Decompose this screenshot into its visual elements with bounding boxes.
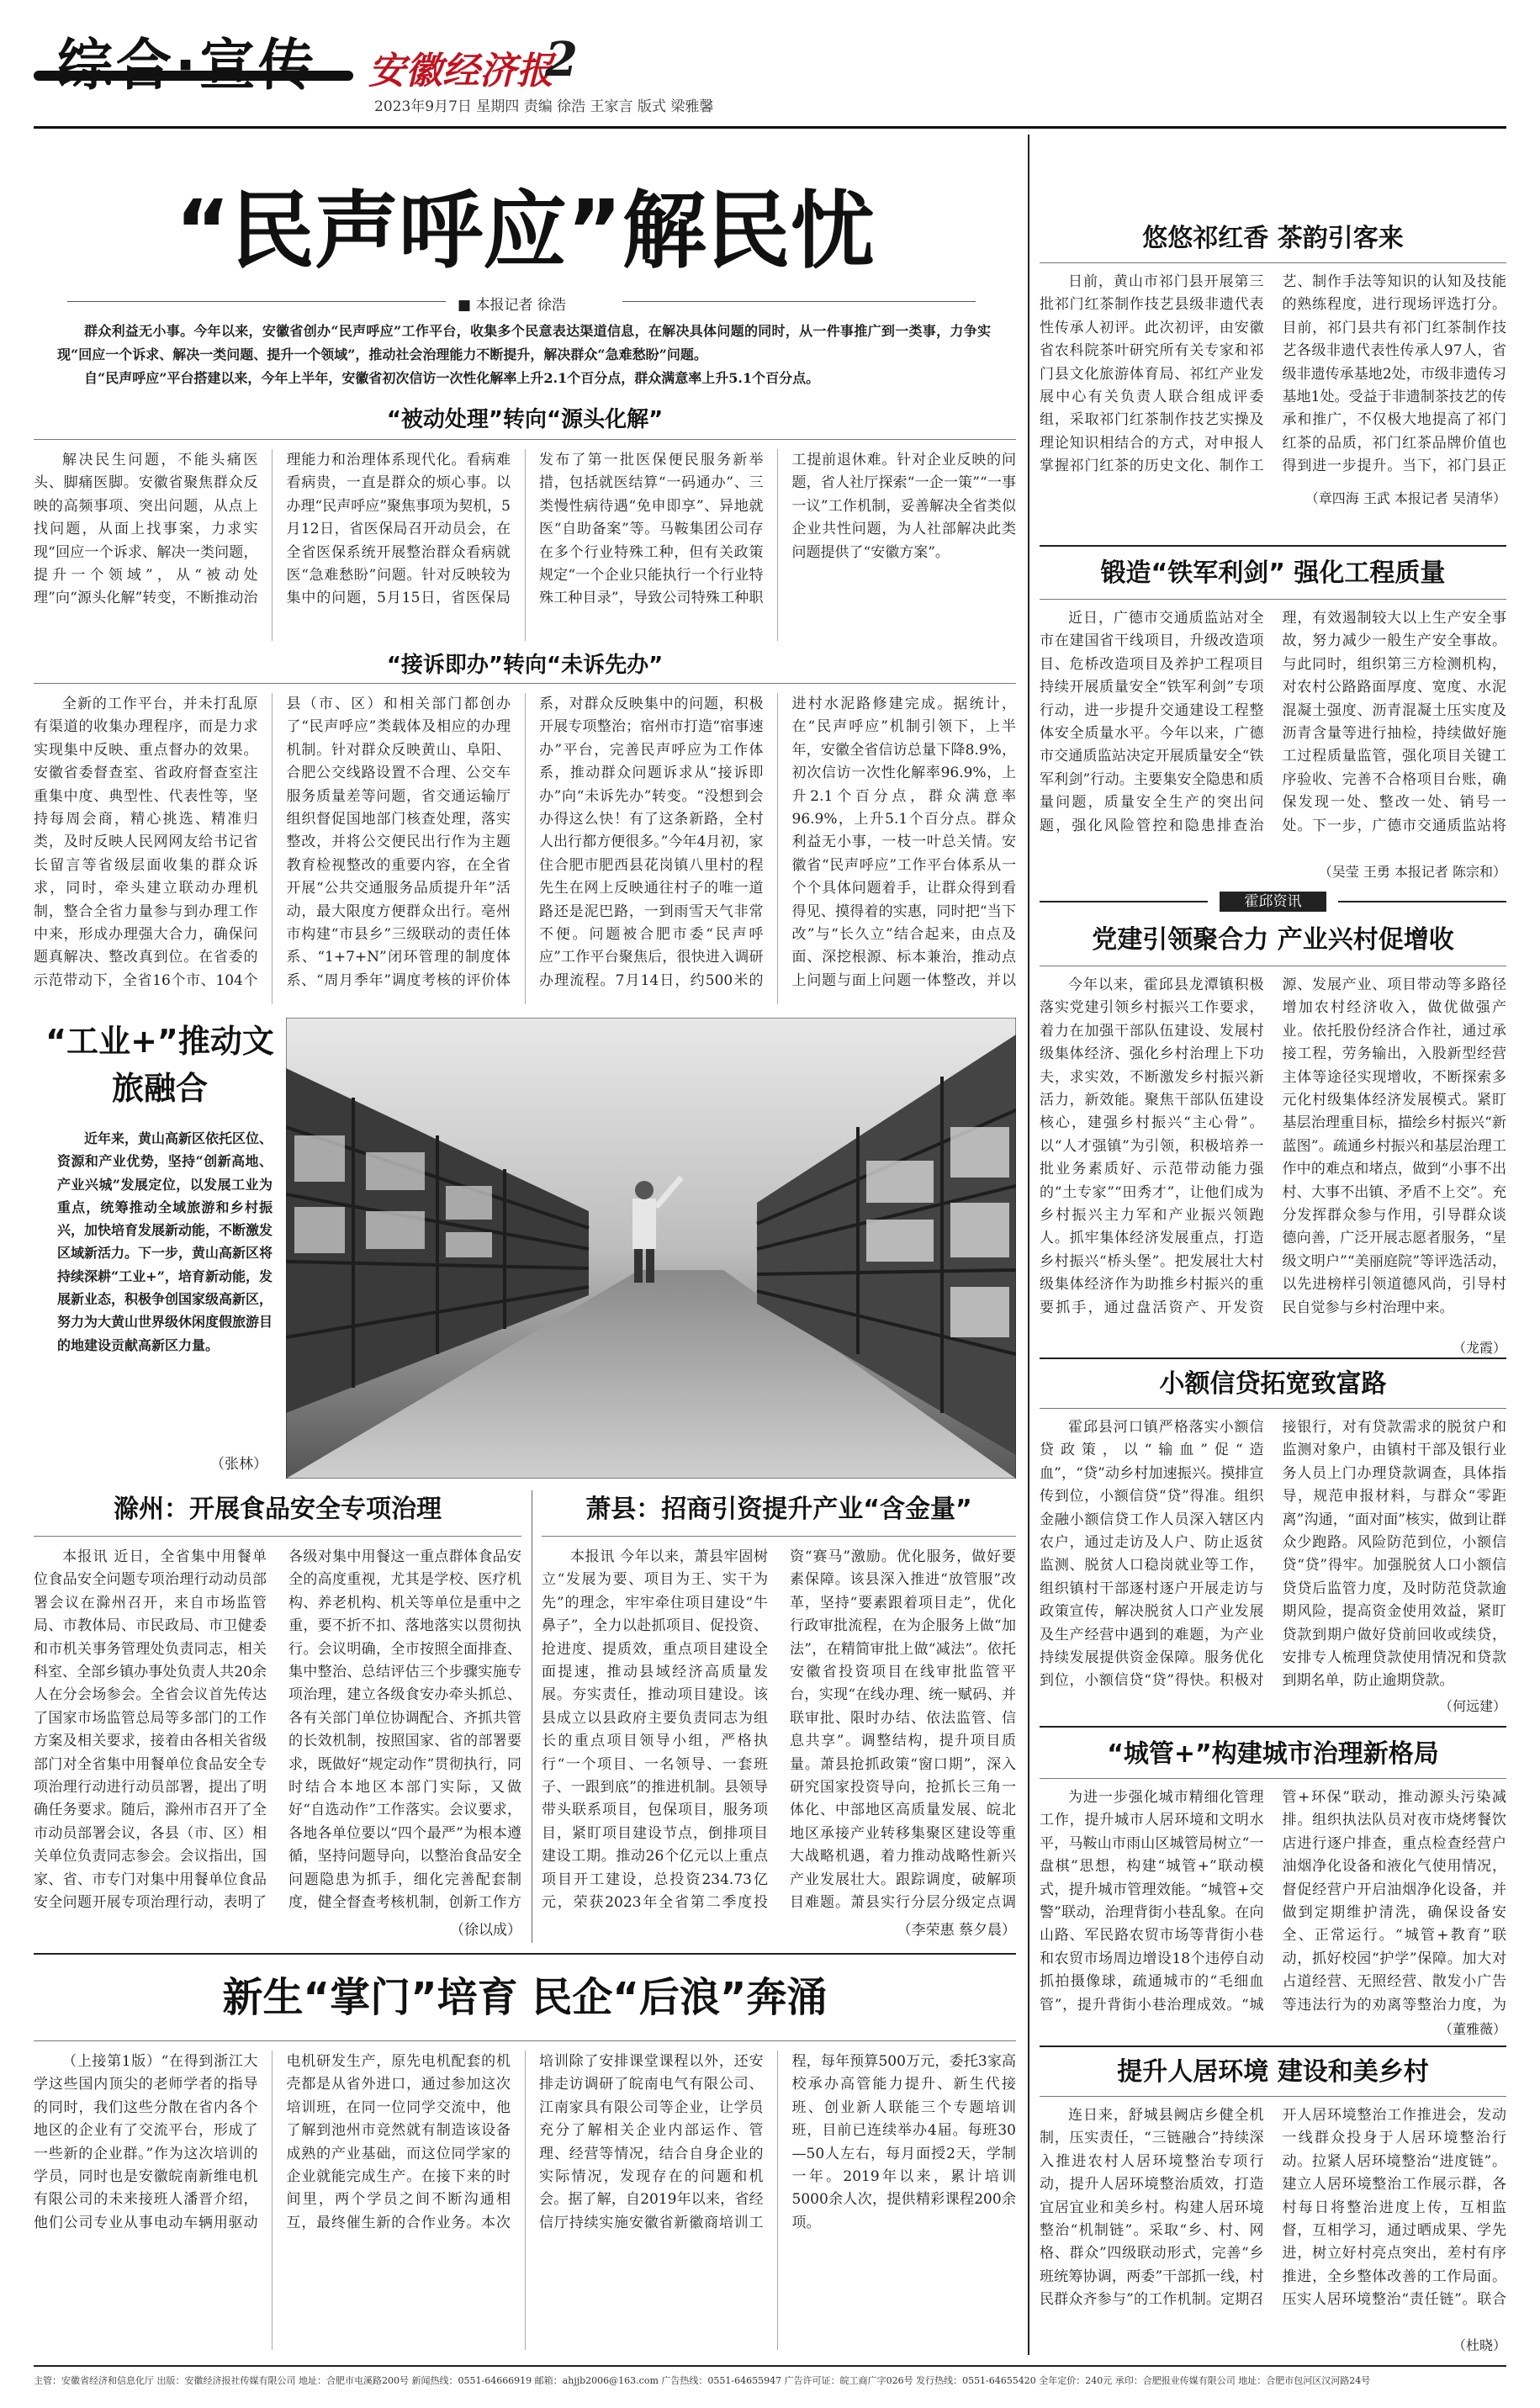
section2-body: [34, 693, 1016, 1004]
section-title-brush: [34, 24, 370, 116]
xiaoxian-title: 萧县：招商引资提升产业“含金量”: [585, 1495, 972, 1524]
qimen-rule: [1040, 262, 1506, 263]
huoqiu-label-line-left: [1040, 901, 1208, 902]
factory-photo: [286, 1018, 1016, 1479]
habitat-title: 提升人居环境 建设和美乡村: [1117, 2057, 1429, 2087]
huoqiu-body: [1040, 974, 1506, 1344]
deck-paragraph-2: 自“民声呼应”平台搭建以来，今年上半年，安徽省初次信访一次性化解率上升2.1个百分点，群众满意率上升5.1个百分点。: [84, 370, 820, 386]
chuzhou-paragraph: 本报讯 近日，全省集中用餐单位食品安全问题专项治理行动动员部署会议在滁州召开，来自市场监管局、市教体局、市民政局、市卫健委和市机关事务管理处负责同志，相关科室、全部乡镇办事处负责人共20余人在分会场参会。全省会议首先传达了国家市场监管总局等多部门的工作方案及相关要求，接着由各相关省级部门对全省集中用餐单位食品安全专项治理行动进行动员部署，提出了明确任务要求。随后，滁州市召开了全市动员部署会议，各县（市、区）相关单位负责同志参会。会议指出，国家、省、市专门对集中用餐单位食品安全问题开展专项治理行动，表明了各级对集中用餐这一重点群体食品安全的高度重视，尤其是学校、医疗机构、养老机构、机关等单位是重中之重，要不折不扣、落地落实以贯彻执行。会议明确，全市按照全面排查、集中整治、总结评估三个步骤实施专项治理，建立各级食安办牵头抓总、各有关部门单位协调配合、齐抓共管的长效机制，按照国家、省的部署要求，既做好“规定动作”贯彻执行，同时结合本地区本部门实际，又做好“自选动作”工作落实。会议要求，各地各单位要以“四个最严”为根本遵循，坚持问题导向，以整治食品安全问题隐患为抓手，细化完善配套制度，健全督查考核机制，创新工作方: [34, 1548, 521, 1912]
qimen-credit: （章四海 王武 本报记者 吴清华）: [1305, 490, 1506, 506]
masthead: [0, 0, 1540, 126]
huoqiu-credit: （龙霞）: [1452, 1340, 1506, 1356]
microloan-title: 小额信贷拓宽致富路: [1159, 1369, 1387, 1399]
microloan-rule: [1040, 1408, 1506, 1409]
photo-story-text: [57, 1127, 273, 1455]
dateline: 2023年9月7日 星期四 责编 徐浩 王家言 版式 梁雅馨: [374, 98, 714, 115]
xiaoxian-body: [542, 1546, 1016, 1916]
deck-paragraph-1: 群众利益无小事。今年以来，安徽省创办“民声呼应”工作平台，收集多个民意表达渠道信息，在解决具体问题的同时，从一件事推广到一类事，力争实现“回应一个诉求、解决一类问题、提升一个领域”，推动社会治理能力不断提升，解决群众“急难愁盼”问题。: [57, 323, 991, 363]
private-body: [34, 2051, 1016, 2350]
footer-rule: [34, 2365, 1506, 2367]
bottom-section-rule: [34, 1953, 1016, 1955]
huoqiu-title: 党建引领聚合力 产业兴村促增收: [1092, 925, 1454, 955]
urban-title: “城管+”构建城市治理新格局: [1107, 1739, 1439, 1769]
photo-story: [34, 1018, 1016, 1479]
section2-rule: [34, 683, 1016, 684]
qimen-story: [1040, 220, 1506, 506]
huoqiu-label: 霍邱资讯: [1220, 892, 1326, 912]
urban-credit: （董雅薇）: [1438, 2021, 1506, 2037]
chuzhou-story: [34, 1490, 521, 1943]
urban-rule: [1040, 1778, 1506, 1779]
section1-title: “被动处理”转向“源头化解”: [386, 407, 664, 432]
xiaoxian-story: [542, 1490, 1016, 1943]
habitat-paragraph: 连日来，舒城县阙店乡健全机制，压实责任，“三链融合”持续深入推进农村人居环境整治专项行动，提升人居环境整治质效，打造宜居宜业和美乡村。构建人居环境整治“机制链”。采取“乡、村、网格、群众”四级联动形式，完善“乡班统筹协调，两委”干部抓一线，村民群众齐参与”的工作机制。定期召开人居环境整治工作推进会，发动一线群众投身于人居环境整治行动。拉紧人居环境整治“进度链”。建立人居环境整治工作展示群，各村每日将整治进度上传，互相监督，互相学习，通过晒成果、学先进，树立好村亮点突出，差村有序推进，全乡整体改善的工作局面。压实人居环境整治“责任链”。联合: [1040, 2107, 1506, 2309]
section-title: 综合·宣传: [57, 33, 318, 98]
railway-story: [1040, 555, 1506, 881]
private-title: 新生“掌门”培育 民企“后浪”奔涌: [222, 1974, 828, 2021]
photo-story-title: [34, 1018, 286, 1112]
photo-story-text-body: 近年来，黄山高新区依托区位、资源和产业优势，坚持“创新高地、产业兴城”发展定位，以发展工业为重点，统筹推动全域旅游和乡村振兴，加快培育发展新动能，不断激发区域新活力。下一步，黄山高新区将持续深耕“工业+”，培育新动能，发展新业态，积极争创国家级高新区，努力为大黄山世界级休闲度假旅游目的地建设贡献高新区力量。: [57, 1130, 273, 1353]
huoqiu-label-band: [1040, 892, 1506, 912]
page-number: 2: [545, 32, 578, 87]
qimen-paragraph: 日前，黄山市祁门县开展第三批祁门红茶制作技艺县级非遗代表性传承人初评。此次初评，由安徽省农科院茶叶研究所有关专家和祁门县文化旅游体育局、祁红产业发展中心有关负责人联合组成评委组，采取祁门红茶制作技艺实操及理论知识相结合的方式，对申报人掌握祁门红茶的历史文化、制作工艺、制作手法等知识的认知及技能的熟练程度，进行现场评选打分。目前，祁门县共有祁门红茶制作技艺各级非遗代表性传承人97人，省级非遗传承基地2处，市级非遗传习基地1处。受益于非遗制茶技艺的传承和推广，不仅极大地提高了祁门红茶的品质，祁门红茶品牌价值也得到进一步提升。当下，祁门县正: [1040, 273, 1506, 475]
right-rule-1: [1040, 545, 1506, 547]
microloan-paragraph: 霍邱县河口镇严格落实小额信贷政策，以“输血”促“造血”，“贷”动乡村加速振兴。摸排宣传到位，小额信贷“贷”得准。组织金融小额信贷工作人员深入辖区内农户，通过走访及人户、防止返贫监测、脱贫人口稳岗就业等工作，组织镇村干部逐村逐户开展走访与政策宣传，解决脱贫人口产业发展及生产经营中遇到的难题，为产业持续发展提供资金保障。服务优化到位，小额信贷“贷”得快。积极对接银行，对有贷款需求的脱贫户和监测对象户，由镇村干部及银行业务人员上门办理贷款调查，具体指导，规范申报材料，与群众“零距离”沟通，“面对面”核实，做到让群众少跑路。风险防范到位，小额信贷“贷”得牢。加强脱贫人口小额信贷贷后监管力度，及时防范贷款逾期风险，提高资金使用效益，紧盯贷款到期户做好贷前回收或续贷，安排专人梳理贷款使用情况和贷款到期名单，防止逾期贷款。: [1040, 1419, 1506, 1690]
railway-rule: [1040, 599, 1506, 600]
qimen-title: 悠悠祁红香 茶韵引客来: [1142, 224, 1404, 253]
huoqiu-label-line-right: [1338, 901, 1506, 902]
habitat-rule: [1040, 2096, 1506, 2097]
byline-rule-right: [622, 301, 976, 302]
section1-body: [34, 449, 1016, 641]
qimen-body: [1040, 271, 1506, 491]
section1-rule: [34, 439, 1016, 440]
lead-deck: [57, 320, 991, 390]
right-rule-3: [1040, 1726, 1506, 1728]
urban-story: [1040, 1736, 1506, 2039]
masthead-rule: [34, 126, 1506, 129]
huoqiu-paragraph: 今年以来，霍邱县龙潭镇积极落实党建引领乡村振兴工作要求，着力在加强干部队伍建设、发展村级集体经济、强化乡村治理上下功夫，求实效，不断激发乡村振兴新活力，新效能。聚焦干部队伍建设核心，建强乡村振兴“主心骨”。以“人才强镇”为引领，积极培养一批业务素质好、示范带动能力强的“土专家”“田秀才”，让他们成为乡村振兴主力军和产业振兴领跑人。抓牢集体经济发展重点，打造乡村振兴“桥头堡”。把发展壮大村级集体经济作为助推乡村振兴的重要抓手，通过盘活资产、开发资源、发展产业、项目带动等多路径增加农村经济收入，做优做强产业。依托股份经济合作社，通过承接工程，劳务输出，入股新型经营主体等途径实现增收，不断探索多元化村级集体经济发展模式。紧盯基层治理重目标，描绘乡村振兴“新蓝图”。疏通乡村振兴和基层治理工作中的难点和堵点，做到“小事不出村、大事不出镇、矛盾不上交”。充分发挥群众参与作用，引导群众谈德向善，广泛开展志愿者服务，“星级文明户”“美丽庭院”等评选活动，以先进榜样引领道德风尚，引导村民自觉参与乡村治理中来。: [1040, 976, 1506, 1316]
right-rule-4: [1040, 2045, 1506, 2047]
byline: [458, 293, 566, 314]
private-story: [34, 1965, 1016, 2353]
section1-paragraph: 解决民生问题，不能头痛医头、脚痛医脚。安徽省聚焦群众反映的高频事项、突出问题，从点上找问题，从面上找事案，力求实现“回应一个诉求、解决一类问题，提升一个领域”，从“被动处理”向“源头化解”转变，不断推动治理能力和治理体系现代化。看病难看病贵，一直是群众的烦心事。以办理“民声呼应”聚焦事项为契机，5月12日，省医保局召开动员会，在全省医保系统开展整治群众看病就医“急难愁盼”问题。针对反映较为集中的问题，5月15日，省医保局发布了第一批医保便民服务新举措，包括就医结算“一码通办”、三类慢性病待遇“免申即享”、异地就医“自助备案”等。马鞍集团公司存在多个行业特殊工种，但有关政策规定“一个企业只能执行一个行业特殊工种目录”，导致公司特殊工种职工提前退休难。针对企业反映的问题，省人社厅探索“一企一策”“一事一议”工作机制，妥善解决全省类似企业共性问题，为人社部解决此类问题提供了“安徽方案”。: [34, 452, 1016, 607]
chuzhou-body: [34, 1546, 521, 1916]
microloan-story: [1040, 1366, 1506, 1716]
chuzhou-title: 滁州：开展食品安全专项治理: [114, 1495, 442, 1524]
habitat-story: [1040, 2054, 1506, 2355]
railway-credit: （吴莹 王勇 本报记者 陈宗和）: [1318, 864, 1506, 880]
habitat-credit: （杜晓）: [1452, 2337, 1506, 2353]
chuzhou-rule: [34, 1536, 521, 1537]
private-paragraph: （上接第1版）“在得到浙江大学这些国内顶尖的老师学者的指导的同时，我们这些分散在省内各个地区的企业有了交流平台，形成了一些新的企业群。”作为这次培训的学员，同时也是安徽皖南新维电机有限公司的未来接班人潘晋介绍，他们公司专业从事电动车辆用驱动电机研发生产，原先电机配套的机壳都是从省外进口，通过参加这次培训班，在同一位同学交流中，他了解到池州市竞然就有制造该设备成熟的产业基础，而这位同学家的企业就能完成生产。在接下来的时间里，两个学员之间不断沟通相互，最终催生新的合作业务。本次培训除了安排课堂课程以外，还安排走访调研了皖南电气有限公司、江南家具有限公司等企业，让学员充分了解相关企业内部运作、管理、经营等情况，结合自身企业的实际情况，发现存在的问题和机会。据了解，自2019年以来，省经信厅持续实施安徽省新徽商培训工程，每年预算500万元，委托3家高校承办高管能力提升、新生代接班、创业新人联能三个专题培训班，目前已连续举办4届。每班30—50人左右，每月面授2天，学制一年。2019年以来，累计培训5000余人次，提供精彩课程200余项。: [34, 2053, 1016, 2231]
private-rule: [34, 2040, 1016, 2041]
factory-photo-svg: [286, 1018, 1016, 1479]
railway-paragraph: 近日，广德市交通质监站对全市在建国省干线项目，升级改造项目、危桥改造项目及养护工程项目持续开展质量安全“铁军利剑”专项行动，进一步提升交通建设工程整体安全质量水平。今年以来，广德市交通质监站决定开展质量安全“铁军利剑”行动。主要集安全隐患和质量问题，质量安全生产的突出问题，强化风险管控和隐患排查治理，有效遏制较大以上生产安全事故，努力减少一般生产安全事故。与此同时，组织第三方检测机构，对农村公路路面厚度、宽度、水泥混凝土强度、沥青混凝土压实度及沥青含量等进行抽检，持续做好施工过程质量监管，强化项目关键工序验收、完善不合格项目台账，确保发现一处、整改一处、销号一处。下一步，广德市交通质监站将: [1040, 610, 1506, 834]
photo-story-credit: （张林）: [210, 1456, 267, 1473]
footer-imprint: 主管：安徽省经济和信息化厅 出版：安徽经济报社传媒有限公司 地址：合肥市屯溪路200号 新闻热线：0551-64666919 邮箱：ahjjb2006@163.com 广告热线：0551-64655947 广告许可证：皖工商广字026号 发行热线：0551-64655420 全年定价：240元 承印：合肥报业传媒有限公司 地址：合肥市包河区汉河路24号: [34, 2375, 1371, 2386]
chuzhou-credit: （徐以成）: [450, 1922, 521, 1939]
xiaoxian-credit: （李荣惠 蔡夕晨）: [897, 1922, 1016, 1939]
paper-logo: 安徽经济报: [368, 50, 553, 93]
right-rule-2: [1040, 1357, 1506, 1359]
byline-rule: [67, 301, 446, 302]
byline-text: ■ 本报记者 徐浩: [458, 297, 566, 314]
urban-paragraph: 为进一步强化城市精细化管理工作，提升城市人居环境和文明水平，马鞍山市雨山区城管局树立“一盘棋”思想，构建“城管+”联动模式，提升城市管理效能。“城管+交警”联动，治理背街小巷乱象。在向山路、军民路农贸市场等背街小巷和农贸市场周边增设18个违停自动抓拍摄像球，疏通城市的“毛细血管”，提升背街小巷治理成效。“城管+环保”联动，推动源头污染减排。组织执法队员对夜市烧烤餐饮店进行逐户排查，重点检查经营户油烟净化设备和液化气使用情况，督促经营户开启油烟净化设备，并做到定期维护清洗，确保设备安全、正常运行。“城管+教育”联动，抓好校园“护学”保障。加大对占道经营、无照经营、散发小广告等违法行为的劝离等整治力度，为: [1040, 1789, 1506, 2014]
lead-story: [34, 143, 1016, 1008]
railway-body: [1040, 607, 1506, 860]
right-column-divider: [1028, 135, 1029, 2355]
urban-body: [1040, 1786, 1506, 2019]
xiaoxian-paragraph: 本报讯 今年以来，萧县牢固树立“发展为要、项目为王、实干为先”的理念，牢牢牵住项目建设“牛鼻子”，全力以赴抓项目、促投资、抢进度、提质效，重点项目建设全面提速，推动县域经济高质量发展。夯实责任，推动项目建设。该县成立以县政府主要负责同志为组长的重点项目领导小组，严格执行“一个项目、一名领导、一套班子、一跟到底”的推进机制。县领导带头联系项目，包保项目，服务项目，紧盯项目建设节点，倒排项目建设工期。推动26个亿元以上重点项目开工建设，总投资234.73亿元，荣获2023年全省第二季度投资“赛马”激励。优化服务，做好要素保障。该县深入推进“放管服”改革，坚持“要素跟着项目走”，优化行政审批流程，在为企服务上做“加法”，在精简审批上做“减法”。依托安徽省投资项目在线审批监管平台，实现“在线办理、统一赋码、并联审批、限时办结、依法监管、信息共享”。调整结构，提升项目质量。萧县抢抓政策“窗口期”，深入研究国家投资导向，抢抓长三角一体化、中部地区高质量发展、皖北地区承接产业转移集聚区建设等重大战略机遇，着力推动战略性新兴产业发展壮大。跟踪调度，破解项目难题。萧县实行分层分级定点调: [542, 1548, 1016, 1912]
photo-story-title-text: “工业+”推动文旅融合: [45, 1023, 274, 1107]
microloan-body: [1040, 1416, 1506, 1694]
xiaoxian-rule: [542, 1536, 1016, 1537]
section2-paragraph: 全新的工作平台，并未打乱原有渠道的收集办理程序，而是力求实现集中反映、重点督办的效果。安徽省委督查室、省政府督查室注重集中度、典型性、代表性等，坚持每周会商，精心挑选、精准归类，及时反映人民网网友给书记省长留言等省级层面收集的群众诉求，同时，牵头建立联动办理机制，整合全省力量参与到办理工作中来，形成办理强大合力，确保问题真解决、整改真到位。在省委的示范带动下，全省16个市、104个县（市、区）和相关部门都创办了“民声呼应”类载体及相应的办理机制。针对群众反映黄山、阜阳、合肥公交线路设置不合理、公交车服务质量差等问题，省交通运输厅组织督促国地部门核查处理，落实整改，并将公交便民出行作为主题教育检视整改的重要内容，在全省开展“公共交通服务品质提升年”活动，最大限度方便群众出行。亳州市构建“市县乡”三级联动的责任体系、“1+7+N”闭环管理的制度体系、“周月季年”调度考核的评价体系，对群众反映集中的问题，积极开展专项整治；宿州市打造“宿事速办”平台，完善民声呼应为工作体系，推动群众问题诉求从“接诉即办”向“未诉先办”转变。“没想到会办得这么快！有了这条新路，全村人出行都方便很多。”今年4月初，家住合肥市肥西县花岗镇八里村的程先生在网上反映通往村子的唯一道路还是泥巴路，一到雨雪天气非常不便。问题被合肥市委“民声呼应”工作平台聚焦后，很快进入调研办理流程。7月14日，约500米的进村水泥路修建完成。据统计，在“民声呼应”机制引领下，上半年，安徽全省信访总量下降8.9%，初次信访一次性化解率96.9%，上升2.1个百分点，群众满意率96.9%，上升5.1个百分点。群众利益无小事，一枝一叶总关情。安徽省“民声呼应”工作平台体系从一个个具体问题着手，让群众得到看得见、摸得着的实惠，同时把“当下改”与“长久立”结合起来，由点及面、深挖根源、标本兼治，推动点上问题与面上问题一体整改，并以: [34, 696, 1016, 989]
huoqiu-story: [1040, 922, 1506, 1356]
lead-title: “民声呼应”解民忧: [175, 182, 875, 280]
section2-title: “接诉即办”转向“未诉先办”: [386, 653, 664, 678]
habitat-body: [1040, 2104, 1506, 2335]
microloan-credit: （何远建）: [1438, 1698, 1506, 1714]
railway-title: 锻造“铁军利剑” 强化工程质量: [1100, 558, 1446, 588]
